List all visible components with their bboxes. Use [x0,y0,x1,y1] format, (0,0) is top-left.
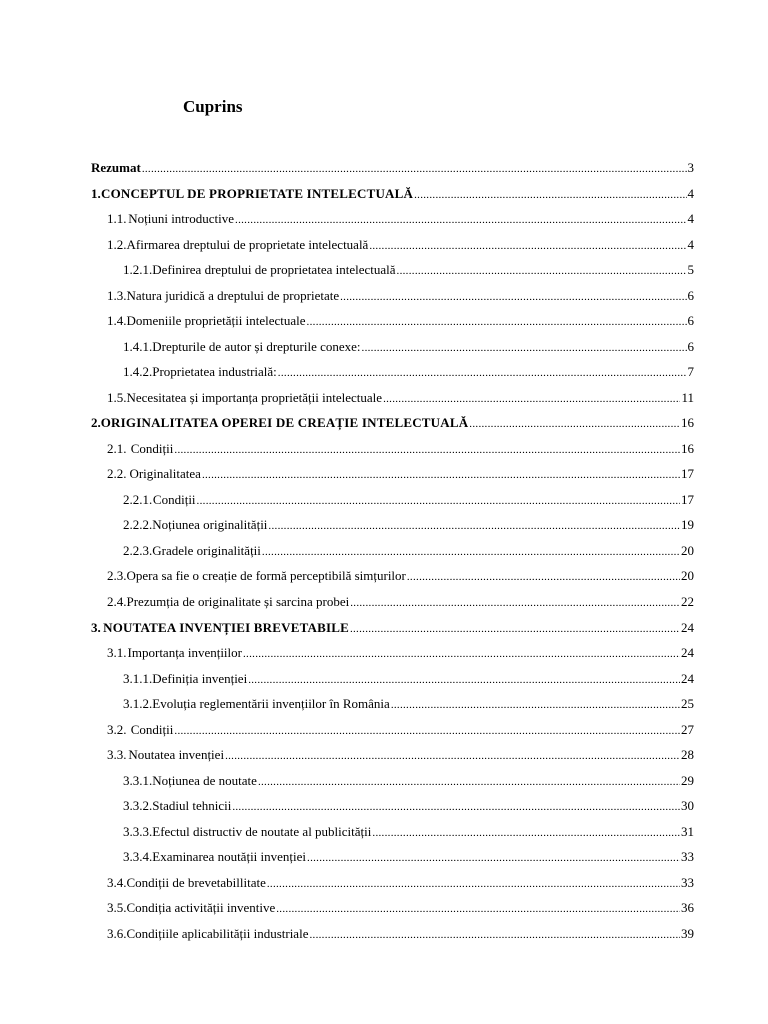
toc-entry-label: Stadiul tehnicii [152,798,232,814]
toc-entry-number: 1.3. [107,287,127,303]
toc-leader-dots [372,826,680,840]
toc-leader-dots [197,494,680,508]
toc-entry-label: Evoluția reglementării invențiilor în România [152,696,390,712]
toc-leader-dots [278,366,687,380]
toc-entry[interactable] [123,822,694,840]
toc-entry-label: Domeniile proprietății intelectuale [126,313,306,329]
toc-entry[interactable] [91,184,694,202]
toc-leader-dots [350,622,680,636]
toc-leader-dots [350,596,680,610]
toc-entry-number: 2.2.1. [123,491,153,507]
toc-entry-label: Condiția activității inventive [126,900,276,916]
toc-entry-page: 5 [687,262,694,278]
toc-entry[interactable] [123,337,694,355]
toc-entry-number: 1.2.1. [123,262,153,278]
toc-entry-label: Prezumția de originalitate și sarcina probei [126,594,350,609]
toc-entry-page: 3 [687,160,694,175]
toc-entry-number: 3.5. [107,900,127,916]
toc-entry-page: 25 [681,696,694,712]
toc-entry-label: Originalitatea [129,466,201,482]
toc-entry[interactable] [123,490,694,508]
toc-leader-dots [309,928,680,942]
toc-entry-number: 1.4.2. [123,364,153,380]
toc-entry-label: Noțiunea de noutate [152,772,257,788]
toc-entry-number: 3.6. [107,925,127,941]
toc-entry-label: NOUTATEA INVENȚIEI BREVETABILE [103,619,349,635]
toc-leader-dots [268,519,680,533]
toc-entry-label: Noutatea invenției [128,747,225,763]
toc-entry-page: 4 [687,211,694,227]
toc-leader-dots [362,341,687,355]
toc-entry[interactable] [123,771,694,789]
toc-leader-dots [174,724,680,738]
toc-entry[interactable] [107,592,694,610]
toc-entry[interactable] [123,796,694,814]
toc-leader-dots [174,443,680,457]
toc-title: Cuprins [183,97,243,116]
toc-entry-page: 19 [681,517,694,533]
toc-entry-number: 3.3.2. [123,798,153,814]
toc-entry-page: 27 [681,721,694,737]
toc-entry-page: 24 [681,619,694,635]
toc-entry[interactable] [107,720,694,738]
toc-entry-page: 17 [681,466,694,482]
toc-entry-page: 20 [681,542,694,558]
toc-entry-label: Natura juridică a dreptului de proprietate [126,287,340,303]
toc-entry-number: 2.2.3. [123,542,153,558]
toc-entry-page: 6 [687,287,694,303]
toc-entry-page: 6 [687,313,694,329]
toc-entry-number: 3.1.2. [123,696,153,712]
toc-entry-page: 16 [681,440,694,456]
toc-entry-number: 3.3.1. [123,772,153,788]
toc-entry-number: 1. [91,185,101,201]
toc-entry[interactable] [107,439,694,457]
toc-entry-number: 2.2. [107,466,127,482]
toc-entry-page: 16 [681,415,694,431]
toc-entry-page: 22 [681,594,694,609]
toc-entry-label: Condițiile aplicabilității industriale [126,925,309,941]
toc-entry-number: 1.4.1. [123,338,153,354]
toc-entry-label: Examinarea noutății invenției [152,849,307,865]
toc-leader-dots [340,290,686,304]
toc-entry[interactable] [107,235,694,253]
toc-entry-number: 3.2. [107,721,127,737]
toc-entry[interactable] [91,413,694,431]
toc-leader-dots [407,570,680,584]
toc-leader-dots [235,213,686,227]
toc-entry-page: 39 [681,925,694,941]
toc-leader-dots [307,315,687,329]
toc-entry-label: Efectul distructiv de noutate al publicității [152,823,372,839]
toc-entry-page: 31 [681,823,694,839]
toc-leader-dots [383,392,680,406]
toc-entry-label: Condiții [130,721,174,737]
toc-entry-page: 4 [687,236,694,252]
toc-entry-number: 2.1. [107,440,127,456]
toc-entry-label: Condiții [130,440,174,456]
toc-entry-label: Afirmarea dreptului de proprietate intelectuală [126,236,369,252]
toc-leader-dots [267,877,680,891]
toc-entry-page: 30 [681,798,694,814]
toc-entry-number: 3. [91,619,101,635]
toc-entry-page: 17 [681,491,694,507]
toc-leader-dots [397,264,687,278]
toc-entry[interactable] [123,541,694,559]
toc-entry[interactable] [123,669,694,687]
toc-entry-number: 1.4. [107,313,127,329]
toc-leader-dots [469,417,680,431]
toc-entry-label: ORIGINALITATEA OPEREI DE CREAȚIE INTELECTUALĂ [100,415,469,431]
toc-entry-label: Opera sa fie o creație de formă perceptibilă simțurilor [126,568,406,584]
toc-entry-label: Noțiunea originalității [152,517,268,533]
toc-entry-page: 7 [687,364,694,380]
toc-entry[interactable] [107,924,694,942]
toc-entry-number: 2.4. [107,594,127,609]
toc-leader-dots [262,545,680,559]
toc-entry-number: 3.1.1. [123,670,153,686]
toc-entry-label: CONCEPTUL DE PROPRIETATE INTELECTUALĂ [101,185,414,201]
toc-leader-dots [142,162,687,176]
toc-entry-label: Rezumat [91,160,141,175]
toc-entry[interactable] [107,898,694,916]
toc-entry[interactable] [123,362,694,380]
toc-entry-number: 3.3.3. [123,823,153,839]
toc-entry-page: 29 [681,772,694,788]
toc-entry[interactable] [107,464,694,482]
toc-entry-number: 2.2.2. [123,517,153,533]
toc-leader-dots [243,647,680,661]
toc-entry-page: 4 [687,185,694,201]
toc-entry-label: Condiții [152,491,196,507]
toc-leader-dots [276,902,680,916]
toc-entry-page: 11 [681,389,694,405]
toc-entry-label: Proprietatea industrială: [152,364,277,380]
toc-entry[interactable] [107,566,694,584]
toc-entry[interactable] [107,745,694,763]
toc-entry[interactable] [91,618,694,636]
toc-entry[interactable] [107,286,694,304]
toc-leader-dots [258,775,680,789]
toc-entry-label: Definiția invenției [152,670,248,686]
toc-entry-page: 20 [681,568,694,584]
toc-entry-number: 2.3. [107,568,127,584]
toc-leader-dots [248,673,680,687]
toc-entry[interactable] [123,847,694,865]
toc-entry-label: Importanța invențiilor [127,645,242,661]
toc-entry[interactable] [107,209,694,227]
toc-entry-label: Condiții de brevetabillitate [126,874,266,890]
toc-entry-page: 6 [687,338,694,354]
toc-leader-dots [225,749,680,763]
toc-leader-dots [307,851,680,865]
toc-entry-number: 1.1. [107,211,127,227]
toc-entry[interactable] [123,694,694,712]
toc-entry-label: Gradele originalității [152,542,261,558]
toc-entry[interactable] [91,158,694,176]
toc-entry-number: 3.1. [107,645,127,661]
toc-entry-number: 1.5. [107,389,127,405]
toc-entry-number: 2. [91,415,101,431]
toc-entry-page: 33 [681,849,694,865]
toc-entry[interactable] [123,260,694,278]
toc-entry-label: Drepturile de autor și drepturile conexe: [152,338,361,354]
toc-entry-page: 33 [681,874,694,890]
toc-entry[interactable] [107,873,694,891]
toc-entry-label: Definirea dreptului de proprietatea intelectuală [152,262,396,278]
toc-entry-page: 36 [681,900,694,916]
toc-entry-label: Necesitatea și importanța proprietății intelectuale [126,389,383,405]
toc-entry[interactable] [123,515,694,533]
toc-entry-number: 3.3. [107,747,127,763]
toc-leader-dots [369,239,686,253]
toc-entry-label: Noțiuni introductive [128,211,235,227]
toc-entry-page: 24 [681,670,694,686]
toc-entry-number: 3.4. [107,874,127,890]
toc-entry[interactable] [107,388,694,406]
toc-entry[interactable] [107,311,694,329]
toc-leader-dots [202,468,680,482]
toc-entry-page: 28 [681,747,694,763]
toc-leader-dots [391,698,680,712]
toc-entry[interactable] [107,643,694,661]
toc-leader-dots [414,188,686,202]
toc-entry-number: 3.3.4. [123,849,153,865]
toc-entry-page: 24 [681,645,694,661]
toc-leader-dots [232,800,680,814]
toc-entry-number: 1.2. [107,236,127,252]
